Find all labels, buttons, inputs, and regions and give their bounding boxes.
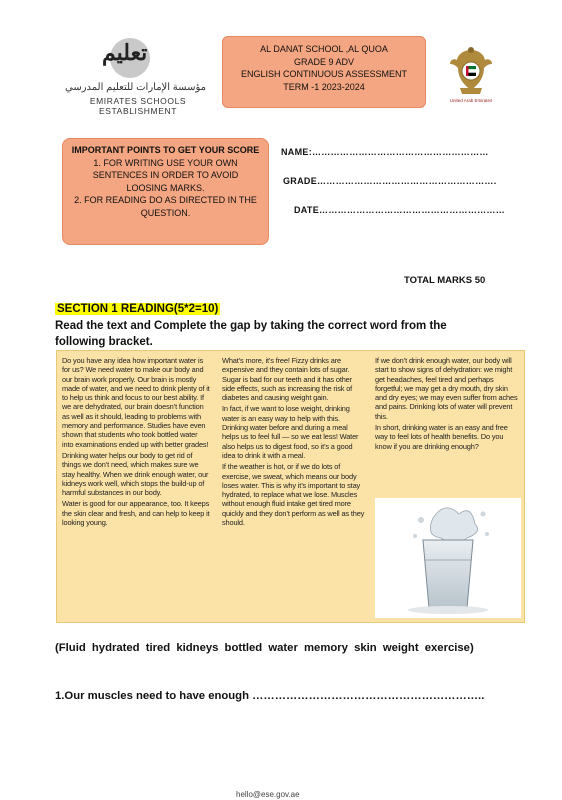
passage-paragraph: If we don’t drink enough water, our body will start to show signs of dehydration: we might get headaches, feel tired and perhaps forgetful; we may get a dry mouth, dry skin and dry eyes; we may even suffer from aches and pains. Drinking lots of water will prevent this. — [375, 356, 518, 421]
passage-paragraph: In fact, if we want to lose weight, drinking water is an easy way to help with this. Drinking water before and during a meal helps us to feel full — so we eat less! Water also helps us to digest food, so it’s a good idea to drink it with a meal. — [222, 404, 359, 460]
uae-emblem-icon — [446, 44, 496, 106]
passage-paragraph: Do you have any idea how important water is for us? We need water to make our body and our brain work properly. Our brain is mostly made of water, and we need to drink plenty of it to help us think and focus to our best ability. If we are dehydrated, our brain doesn’t function as well as it should, leading to problems with memory and performance. Studies have even shown that students who took bottled water into examinations ended up with better grades! — [62, 356, 210, 449]
assessment-title: ENGLISH CONTINUOUS ASSESSMENT — [240, 69, 408, 79]
passage-column-2 — [222, 356, 365, 529]
school-info-box — [222, 36, 426, 108]
name-field[interactable]: NAME:………………………………………………… — [281, 147, 489, 157]
water-glass-image — [375, 498, 521, 618]
term-label: TERM -1 2023-2024 — [283, 81, 365, 92]
passage-column-3 — [375, 356, 521, 453]
total-marks: TOTAL MARKS 50 — [404, 275, 486, 286]
ese-logo — [58, 38, 223, 116]
emblem-caption: United Arab Emirates — [449, 98, 493, 103]
logo-english-name: EMIRATES SCHOOLS ESTABLISHMENT — [89, 96, 187, 116]
passage-column-1 — [62, 356, 210, 529]
important-point-2: 2. FOR READING DO AS DIRECTED IN THE QUESTION. — [74, 195, 257, 218]
logo-arabic-name: مؤسسة الإمارات للتعليم المدرسي — [64, 82, 206, 93]
grade-label: GRADE 9 ADV — [293, 56, 355, 67]
passage-paragraph: Water is good for our appearance, too. It keeps the skin clear and fresh, and can help to keep it looking young. — [62, 499, 210, 528]
school-name: AL DANAT SCHOOL ,AL QUOA — [260, 44, 388, 54]
reading-passage — [56, 350, 525, 623]
footer-email: hello@ese.gov.ae — [236, 790, 300, 799]
question-1[interactable]: 1.Our muscles need to have enough …………………………………………………….. — [55, 690, 485, 702]
logo-mark: تعليم — [102, 40, 148, 66]
word-bank: (Fluid hydrated tired kidneys bottled water memory skin weight exercise) — [55, 642, 474, 654]
section-title: SECTION 1 READING(5*2=10) — [57, 303, 219, 315]
passage-paragraph: What’s more, it’s free! Fizzy drinks are expensive and they contain lots of sugar. Sugar is bad for our teeth and it has other side effects, such as increasing the risk of diabetes and causing weight gain. — [222, 356, 353, 403]
section-instruction: Read the text and Complete the gap by taking the correct word from the following bracket. — [55, 320, 447, 348]
grade-field[interactable]: GRADE…………………………………………………. — [283, 176, 497, 186]
important-points-box — [62, 138, 269, 245]
passage-paragraph: In short, drinking water is an easy and free way to feel lots of health benefits. Do you know if you are drinking enough? — [375, 423, 508, 451]
important-point-1: 1. FOR WRITING USE YOUR OWN SENTENCES IN ORDER TO AVOID LOOSING MARKS. — [92, 157, 239, 193]
important-points-title: IMPORTANT POINTS TO GET YOUR SCORE — [71, 145, 260, 155]
passage-paragraph: If the weather is hot, or if we do lots of exercise, we sweat, which means our body loses water. This is why it’s important to stay hydrated, to replace what we lose. Muscles without enough fluid intake get tired more quickly and they don’t perform as well as they should. — [222, 462, 365, 528]
date-field[interactable]: DATE…………………………………………………… — [294, 205, 506, 215]
passage-paragraph: Drinking water helps our body to get rid of things we don’t need, which makes sure we stay healthy. When we drink enough water, our kidneys work well, which stops the build-up of harmful substances in our body. — [62, 450, 209, 498]
